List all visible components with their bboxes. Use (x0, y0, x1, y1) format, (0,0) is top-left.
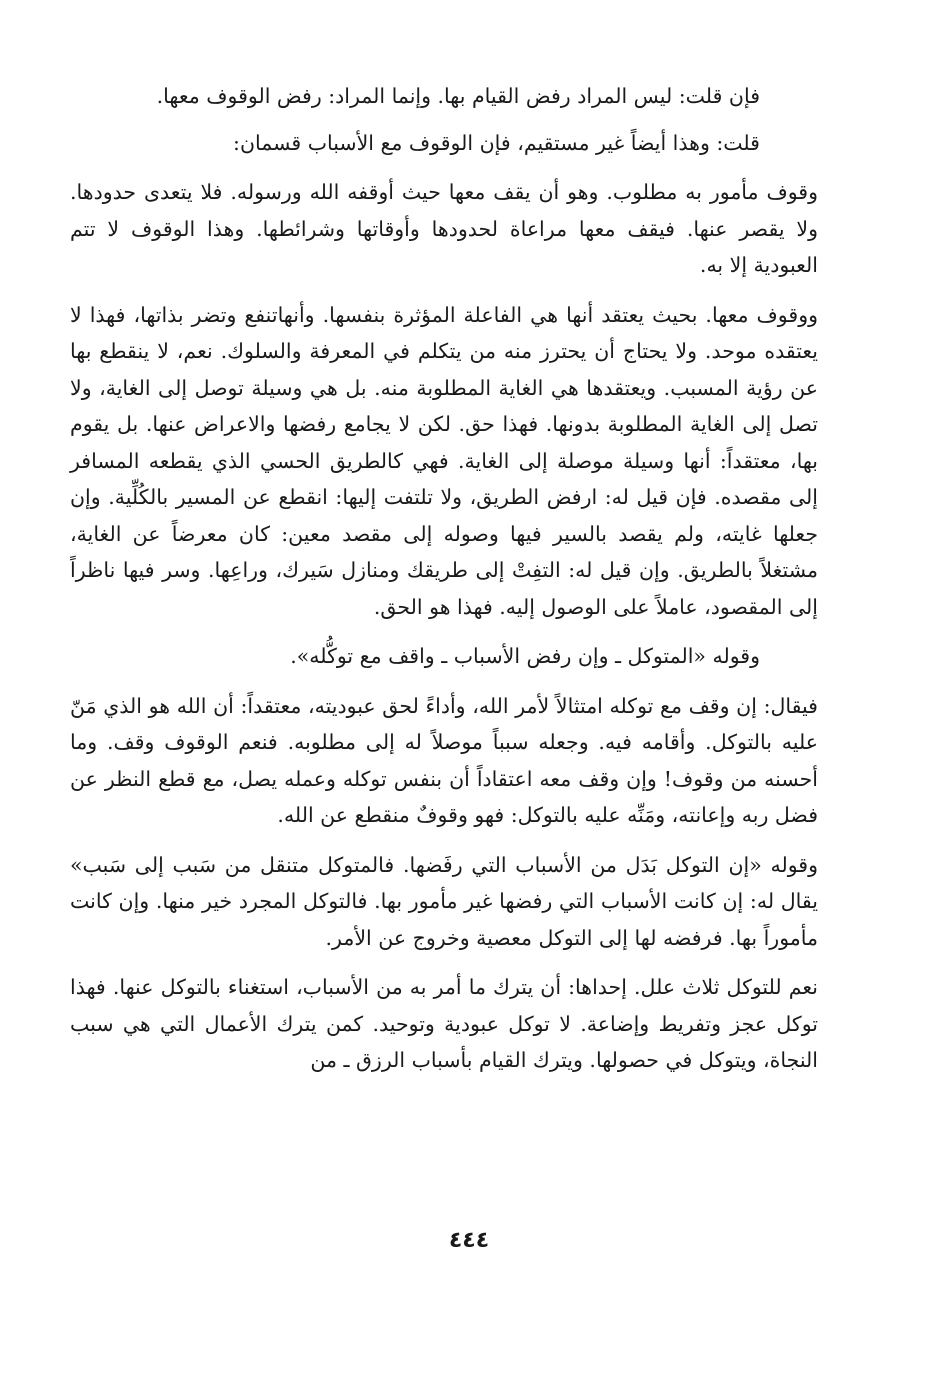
paragraph-5: وقوله «المتوكل ـ وإن رفض الأسباب ـ واقف مع توكُّله». (290, 644, 760, 668)
page-number: ٤٤٤ (448, 1228, 490, 1253)
paragraph-8: نعم للتوكل ثلاث علل. إحداها: أن يترك ما أمر به من الأسباب، استغناء بالتوكل عنها. فهذا توكل عجز وتفريط وإضاعة. لا توكل عبودية وتوحيد. كمن يترك الأعمال التي هي سبب النجاة، ويتوكل في حصولها. ويترك القيام بأسباب الرزق ـ من (70, 975, 818, 1072)
paragraph-7: وقوله «إن التوكل بَدَل من الأسباب التي رفَضها. فالمتوكل متنقل من سَبب إلى سَبب» يقال له: إن كانت الأسباب التي رفضها غير مأمور بها. فالتوكل المجرد خير منها. وإن كانت مأموراً بها. فرفضه لها إلى التوكل معصية وخروج عن الأمر. (70, 852, 818, 950)
paragraph-6: فيقال: إن وقف مع توكله امتثالاً لأمر الله، وأداءً لحق عبوديته، معتقداً: أن الله هو الذي مَنّ عليه بالتوكل. وأقامه فيه. وجعله سبباً موصلاً له إلى مطلوبه. فنعم الوقوف وقف. وما أحسنه من وقوف! وإن وقف معه اعتقاداً أن بنفس توكله وعمله يصل، مع قطع النظر عن فضل ربه وإعانته، ومَنِّه عليه بالتوكل: فهو وقوفٌ منقطع عن الله. (70, 693, 818, 827)
paragraph-4: ووقوف معها. بحيث يعتقد أنها هي الفاعلة المؤثرة بنفسها. وأنهاتنفع وتضر بذاتها، فهذا لا يعتقده موحد. ولا يحتاج أن يحترز منه من يتكلم في المعرفة والسلوك. نعم، لا ينقطع بها عن رؤية المسبب. ويعتقدها هي الغاية المطلوبة منه. بل هي وسيلة توصل إلى الغاية، ولا تصل إلى الغاية المطلوبة بدونها. فهذا حق. لكن لا يجامع رفضها والاعراض عنها. بل يقوم بها، معتقداً: أنها وسيلة موصلة إلى الغاية. فهي كالطريق الحسي الذي يقطعه المسافر إلى مقصده. فإن قيل له: ارفض الطريق، ولا تلتفت إليها: انقطع عن المسير بالكُلِّية. وإن جعلها غايته، ولم يقصد بالسير فيها وصوله إلى مقصد معين: كان معرضاً عن الغاية، مشتغلاً بالطريق. وإن قيل له: التفِتْ إلى طريقك ومنازل سَيرك، وراعِها. وسر فيها ناظراً إلى المقصود، عاملاً على الوصول إليه. فهذا هو الحق. (70, 302, 818, 619)
paragraph-1: فإن قلت: ليس المراد رفض القيام بها. وإنما المراد: رفض الوقوف معها. (156, 84, 760, 108)
paragraph-2: قلت: وهذا أيضاً غير مستقيم، فإن الوقوف مع الأسباب قسمان: (233, 130, 760, 155)
page-body (70, 78, 818, 1092)
paragraph-3: وقوف مأمور به مطلوب. وهو أن يقف معها حيث أوقفه الله ورسوله. فلا يتعدى حدودها. ولا يقصر عنها. فيقف معها مراعاة لحدودها وأوقاتها وشرائطها. وهذا الوقوف لا تتم العبودية إلا به. (70, 180, 818, 277)
